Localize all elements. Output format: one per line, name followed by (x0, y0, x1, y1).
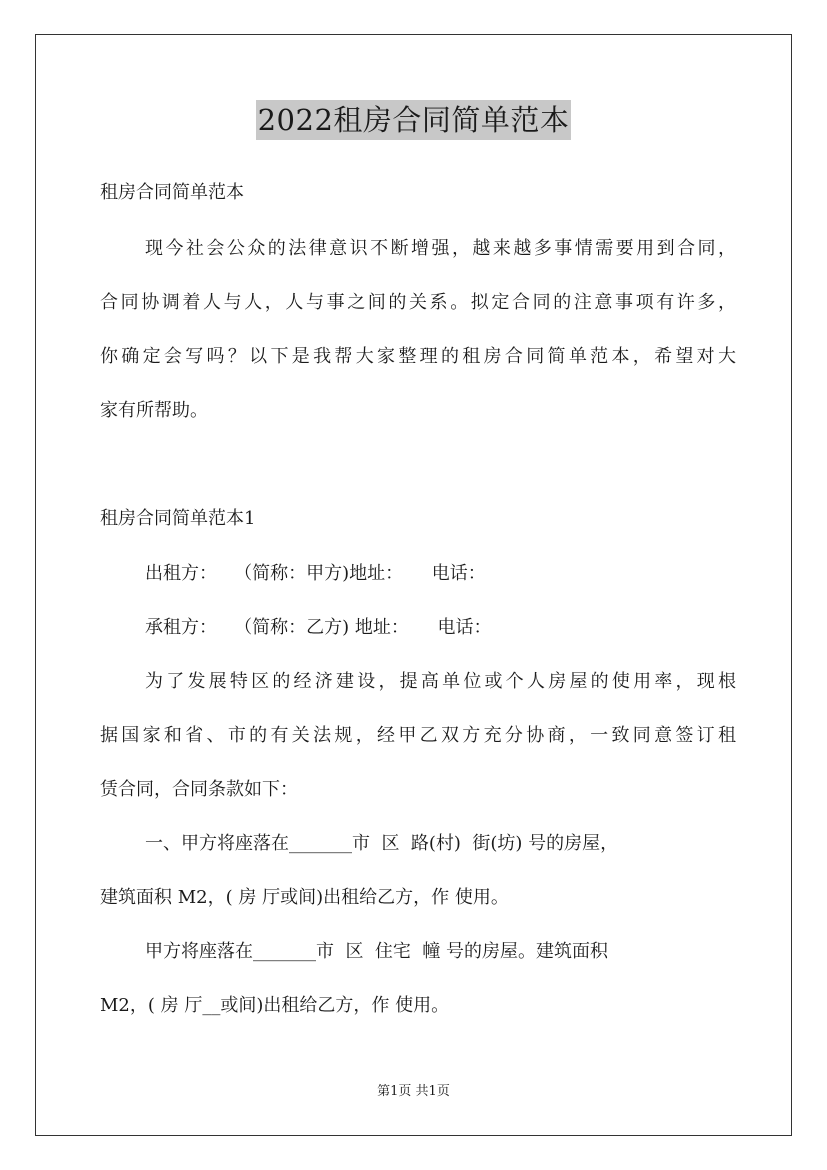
document-title: 2022租房合同简单范本 (256, 100, 572, 140)
clause1-line-2: 建筑面积 M2，( 房 厅或间)出租给乙方，作 使用。 (100, 887, 509, 908)
page-number: 第1页 共1页 (377, 1084, 450, 1099)
purpose-line-2: 据国家和省、市的有关法规，经甲乙双方充分协商，一致同意签订租 (100, 725, 736, 746)
intro-line-1: 现今社会公众的法律意识不断增强，越来越多事情需要用到合同， (145, 238, 736, 259)
lessor-line: 出租方： （简称：甲方)地址： 电话： (145, 563, 486, 584)
title-container (0, 100, 827, 140)
section-heading: 租房合同简单范本1 (100, 508, 256, 529)
intro-line-3: 你确定会写吗？以下是我帮大家整理的租房合同简单范本，希望对大 (100, 346, 736, 367)
purpose-line-3: 赁合同，合同条款如下： (100, 779, 298, 800)
purpose-line-1: 为了发展特区的经济建设，提高单位或个人房屋的使用率，现根 (145, 671, 736, 692)
lessee-line: 承租方： （简称：乙方) 地址： 电话： (145, 617, 492, 638)
clause1-line-1: 一、甲方将座落在_______市 区 路(村) 街(坊) 号的房屋， (145, 833, 619, 854)
intro-line-4: 家有所帮助。 (100, 400, 208, 421)
intro-line-2: 合同协调着人与人，人与事之间的关系。拟定合同的注意事项有许多， (100, 292, 736, 313)
document-subtitle: 租房合同简单范本 (100, 182, 244, 203)
clause1b-line-1: 甲方将座落在_______市 区 住宅 幢 号的房屋。建筑面积 (145, 941, 609, 962)
clause1b-line-2: M2，( 房 厅__或间)出租给乙方，作 使用。 (100, 995, 450, 1016)
